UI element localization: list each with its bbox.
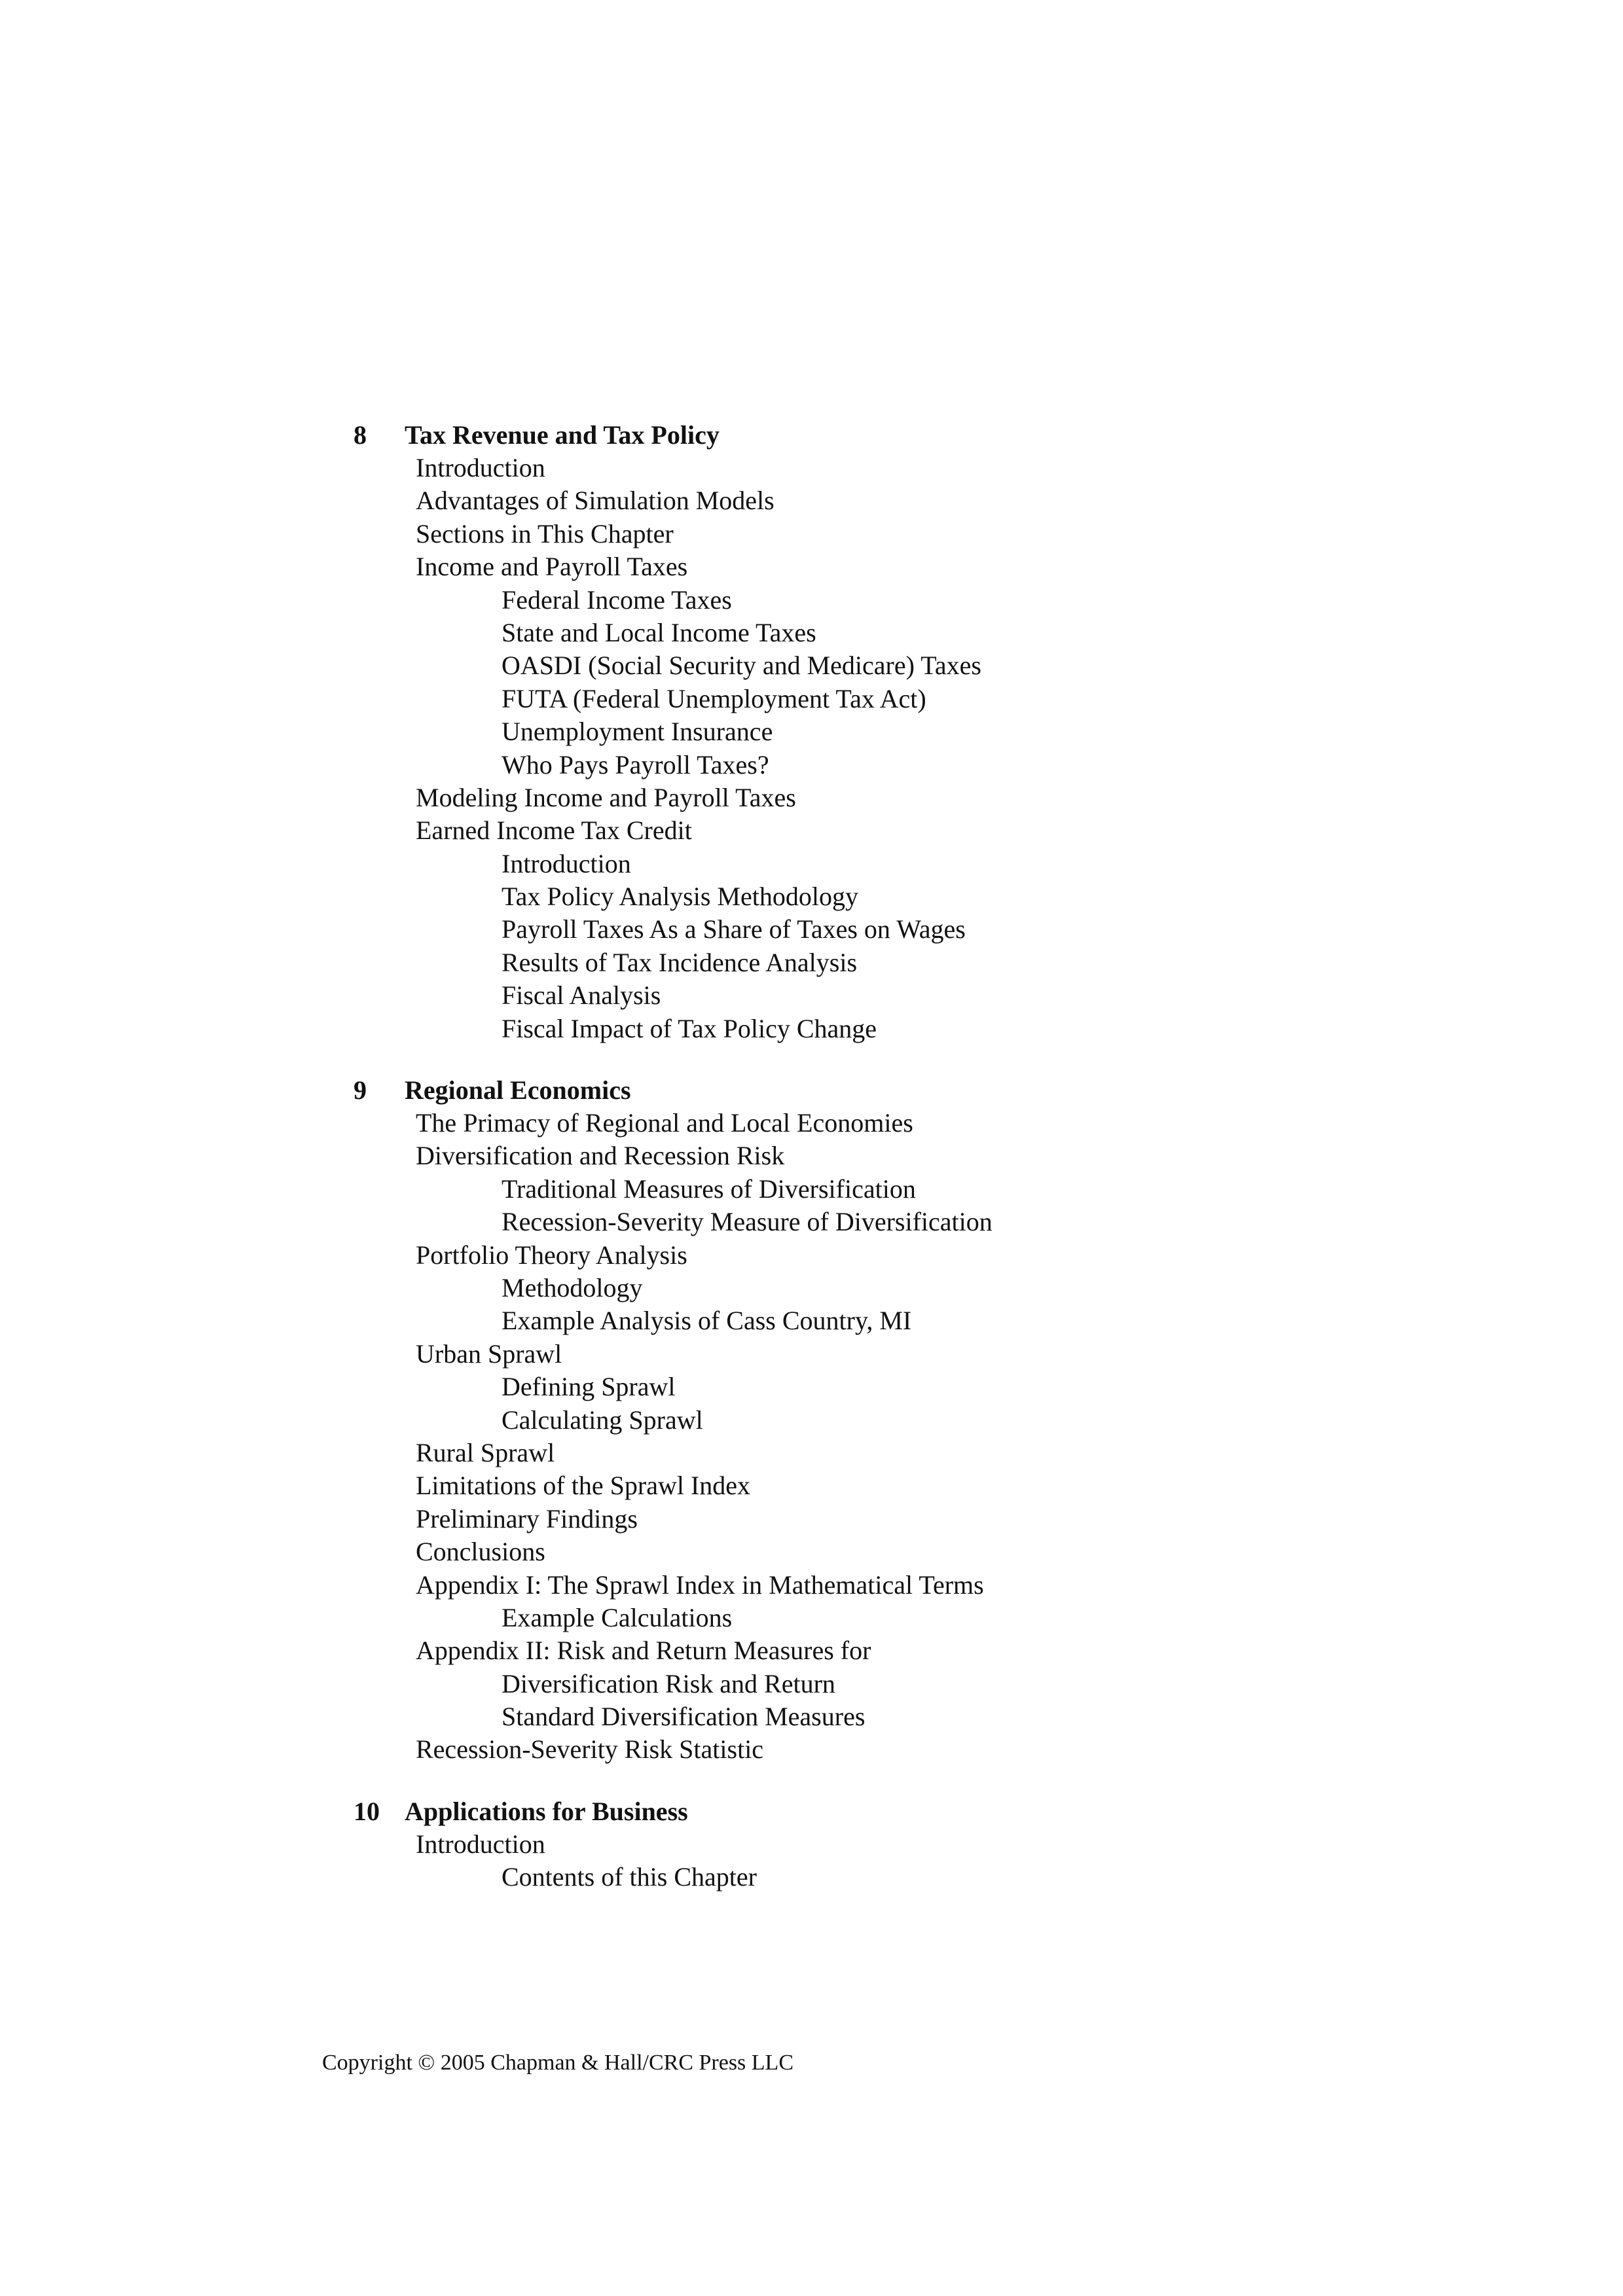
toc-section-entry[interactable]: Appendix I: The Sprawl Index in Mathematical Terms [416,1570,984,1600]
toc-subsection-entry[interactable]: Calculating Sprawl [501,1405,703,1435]
toc-subsection-entry[interactable]: Standard Diversification Measures [501,1702,866,1732]
chapter-8 [354,419,1467,1045]
toc-section-entry[interactable]: Portfolio Theory Analysis [416,1240,687,1270]
toc-subsection-entry[interactable]: OASDI (Social Security and Medicare) Taxes [501,651,981,681]
chapter-entries [354,1828,1467,1894]
toc-subsection-entry[interactable]: FUTA (Federal Unemployment Tax Act) [501,683,926,713]
toc-section-entry[interactable]: Rural Sprawl [416,1437,555,1467]
chapter-heading[interactable] [354,1795,1467,1828]
toc-subsection-entry[interactable]: Payroll Taxes As a Share of Taxes on Wages [501,914,966,944]
toc-section-entry[interactable]: Advantages of Simulation Models [416,486,775,516]
toc-subsection-entry[interactable]: Traditional Measures of Diversification [501,1174,916,1204]
toc-subsection-entry[interactable]: Results of Tax Incidence Analysis [501,947,858,977]
toc-subsection-entry[interactable]: Who Pays Payroll Taxes? [501,749,769,780]
chapter-title: Applications for Business [405,1796,688,1826]
chapter-9 [354,1074,1467,1767]
copyright-footer: Copyright © 2005 Chapman & Hall/CRC Press LLC [322,2051,793,2075]
toc-section-entry[interactable]: Introduction [416,1829,545,1859]
chapter-entries [354,1107,1467,1767]
toc-subsection-entry[interactable]: Diversification Risk and Return [501,1668,835,1698]
chapter-heading[interactable] [354,419,1467,452]
toc-section-entry[interactable]: Limitations of the Sprawl Index [416,1471,751,1501]
chapter-title: Regional Economics [405,1075,631,1105]
toc-subsection-entry[interactable]: Unemployment Insurance [501,717,773,747]
toc-section-entry[interactable]: Urban Sprawl [416,1338,562,1369]
chapter-number: 8 [354,420,367,450]
toc-section-entry[interactable]: Income and Payroll Taxes [416,552,688,582]
toc-section-entry[interactable]: Modeling Income and Payroll Taxes [416,782,796,812]
toc-subsection-entry[interactable]: Federal Income Taxes [501,584,732,615]
toc-subsection-entry[interactable]: Recession-Severity Measure of Diversification [501,1207,993,1237]
toc-subsection-entry[interactable]: State and Local Income Taxes [501,617,816,647]
toc-section-entry[interactable]: Appendix II: Risk and Return Measures for [416,1636,871,1666]
toc-section-entry[interactable]: Earned Income Tax Credit [416,816,692,846]
toc-section-entry[interactable]: Sections in This Chapter [416,518,674,548]
chapter-10 [354,1795,1467,1894]
toc-section-entry[interactable]: Introduction [416,453,545,482]
chapter-entries [354,452,1467,1045]
toc-subsection-entry[interactable]: Methodology [501,1272,643,1302]
toc-subsection-entry[interactable]: Example Calculations [501,1602,733,1632]
chapter-number: 10 [354,1796,380,1826]
toc-subsection-entry[interactable]: Tax Policy Analysis Methodology [501,882,858,912]
chapter-title: Tax Revenue and Tax Policy [405,420,720,450]
toc-section-entry[interactable]: Diversification and Recession Risk [416,1141,785,1171]
toc-subsection-entry[interactable]: Fiscal Analysis [501,980,661,1011]
toc-subsection-entry[interactable]: Introduction [501,848,631,878]
toc-subsection-entry[interactable]: Fiscal Impact of Tax Policy Change [501,1013,877,1043]
toc-section-entry[interactable]: Recession-Severity Risk Statistic [416,1734,764,1765]
chapter-heading[interactable] [354,1074,1467,1107]
toc-subsection-entry[interactable]: Defining Sprawl [501,1372,676,1402]
table-of-contents [354,419,1467,1894]
chapter-number: 9 [354,1075,367,1105]
toc-subsection-entry[interactable]: Example Analysis of Cass Country, MI [501,1306,912,1336]
toc-section-entry[interactable]: The Primacy of Regional and Local Economies [416,1108,913,1138]
toc-section-entry[interactable]: Preliminary Findings [416,1503,638,1534]
toc-section-entry[interactable]: Conclusions [416,1537,545,1567]
toc-subsection-entry[interactable]: Contents of this Chapter [501,1862,757,1892]
